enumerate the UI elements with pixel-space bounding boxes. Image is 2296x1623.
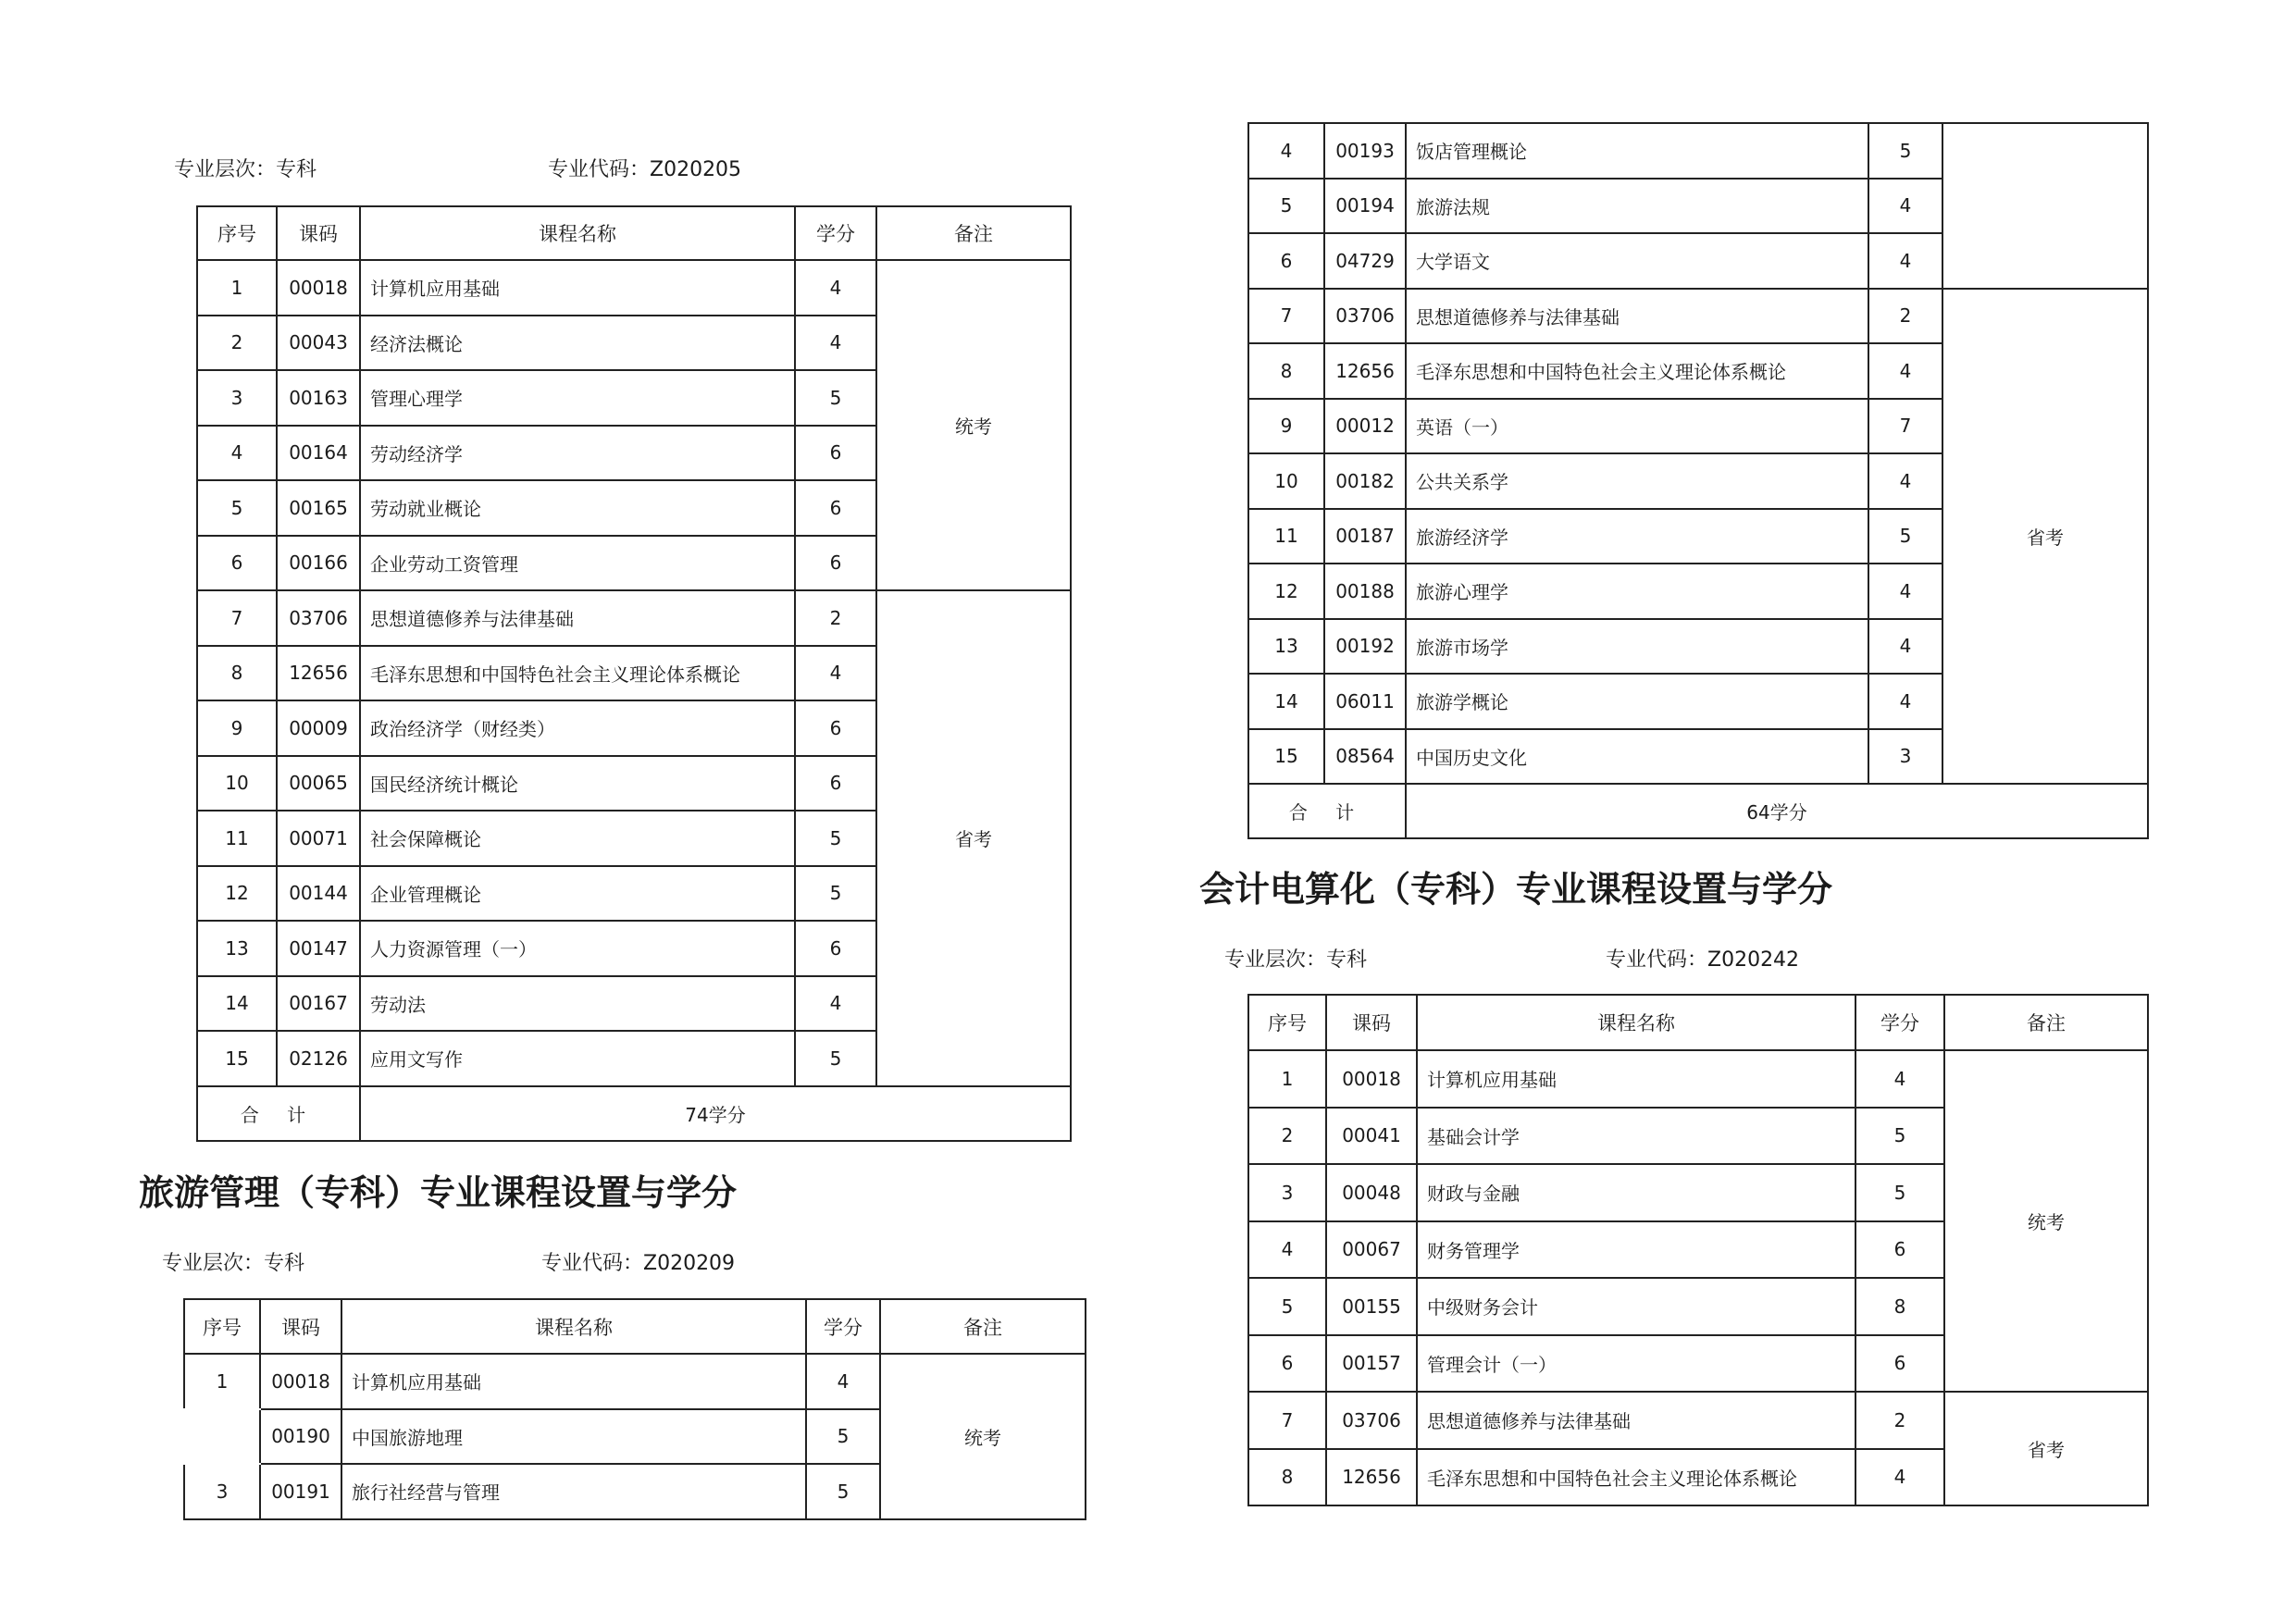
header-credit: 学分 — [806, 1299, 880, 1354]
row-code: 03706 — [277, 590, 360, 646]
header-name: 课程名称 — [360, 206, 795, 260]
row-course-name: 旅游学概论 — [1406, 674, 1868, 729]
row-no: 14 — [197, 976, 277, 1032]
header-name: 课程名称 — [341, 1299, 806, 1354]
row-course-name: 旅行社经营与管理 — [341, 1464, 806, 1519]
row-course-name: 旅游经济学 — [1406, 509, 1868, 564]
remark-provincial: 省考 — [1942, 289, 2148, 785]
header-code: 课码 — [277, 206, 360, 260]
row-code: 00163 — [277, 370, 360, 426]
row-code: 12656 — [1326, 1449, 1417, 1506]
row-credit: 6 — [795, 426, 876, 481]
row-code: 00065 — [277, 756, 360, 812]
header-credit: 学分 — [1855, 995, 1944, 1050]
row-credit: 6 — [795, 756, 876, 812]
row-credit: 2 — [795, 590, 876, 646]
row-code: 00155 — [1326, 1278, 1417, 1335]
row-credit: 2 — [1855, 1392, 1944, 1449]
table-row — [1248, 1392, 2148, 1449]
row-code: 00192 — [1324, 619, 1406, 675]
header-no: 序号 — [184, 1299, 260, 1354]
row-code: 00041 — [1326, 1108, 1417, 1165]
row-credit: 6 — [795, 480, 876, 536]
row-no: 1 — [197, 260, 277, 316]
row-course-name: 基础会计学 — [1417, 1108, 1855, 1165]
header-credit: 学分 — [795, 206, 876, 260]
table-row — [184, 1354, 1086, 1409]
row-no: 9 — [1248, 399, 1324, 454]
row-code: 00012 — [1324, 399, 1406, 454]
row-course-name: 思想道德修养与法律基础 — [1406, 289, 1868, 344]
table-row — [197, 260, 1071, 316]
table-row — [197, 590, 1071, 646]
header-no: 序号 — [1248, 995, 1326, 1050]
row-credit: 4 — [1868, 179, 1942, 234]
row-no: 7 — [197, 590, 277, 646]
row-no: 5 — [1248, 179, 1324, 234]
row-no: 4 — [197, 426, 277, 481]
row-code: 00165 — [277, 480, 360, 536]
header-remark: 备注 — [1944, 995, 2148, 1050]
remark-provincial: 省考 — [876, 590, 1071, 1086]
row-course-name: 财务管理学 — [1417, 1221, 1855, 1279]
row-no: 13 — [1248, 619, 1324, 675]
row-no: 11 — [197, 811, 277, 866]
tourism-course-table — [183, 1298, 1086, 1520]
row-course-name: 毛泽东思想和中国特色社会主义理论体系概论 — [1417, 1449, 1855, 1506]
row-no: 7 — [1248, 289, 1324, 344]
row-credit: 5 — [795, 811, 876, 866]
row-credit: 5 — [795, 1031, 876, 1086]
row-course-name: 人力资源管理（一） — [360, 921, 795, 976]
row-code: 12656 — [277, 646, 360, 701]
row-credit: 6 — [795, 921, 876, 976]
row-code: 02126 — [277, 1031, 360, 1086]
total-value: 64学分 — [1406, 784, 2148, 838]
header-remark: 备注 — [876, 206, 1071, 260]
row-code: 00188 — [1324, 564, 1406, 619]
row-code: 06011 — [1324, 674, 1406, 729]
row-credit: 6 — [795, 700, 876, 756]
row-no: 2 — [1248, 1108, 1326, 1165]
row-credit: 2 — [1868, 289, 1942, 344]
row-no: 3 — [197, 370, 277, 426]
row-course-name: 旅游心理学 — [1406, 564, 1868, 619]
row-credit: 4 — [1868, 564, 1942, 619]
row-course-name: 企业管理概论 — [360, 866, 795, 922]
header-code: 课码 — [1326, 995, 1417, 1050]
total-row — [1248, 784, 2148, 838]
row-no: 8 — [197, 646, 277, 701]
row-no: 6 — [197, 536, 277, 591]
row-course-name: 中级财务会计 — [1417, 1278, 1855, 1335]
row-code: 04729 — [1324, 233, 1406, 289]
row-course-name: 应用文写作 — [360, 1031, 795, 1086]
accounting-title: 会计电算化（专科）专业课程设置与学分 — [1199, 868, 1833, 910]
row-credit: 4 — [795, 646, 876, 701]
row-course-name: 企业劳动工资管理 — [360, 536, 795, 591]
row-credit: 8 — [1855, 1278, 1944, 1335]
row-course-name: 国民经济统计概论 — [360, 756, 795, 812]
header-no: 序号 — [197, 206, 277, 260]
row-code: 00157 — [1326, 1335, 1417, 1393]
row-no: 8 — [1248, 1449, 1326, 1506]
table-header-row — [197, 206, 1071, 260]
row-course-name: 毛泽东思想和中国特色社会主义理论体系概论 — [1406, 343, 1868, 399]
row-no: 6 — [1248, 1335, 1326, 1393]
row-course-name: 劳动就业概论 — [360, 480, 795, 536]
row-no: 4 — [1248, 123, 1324, 179]
total-label: 合 计 — [1248, 784, 1406, 838]
row-credit: 4 — [1868, 233, 1942, 289]
row-no: 14 — [1248, 674, 1324, 729]
row-code: 00166 — [277, 536, 360, 591]
row-course-name: 饭店管理概论 — [1406, 123, 1868, 179]
row-course-name: 英语（一） — [1406, 399, 1868, 454]
row-code: 00190 — [260, 1409, 341, 1465]
total-label: 合 计 — [197, 1086, 360, 1141]
row-no: 3 — [1248, 1164, 1326, 1221]
row-no: 5 — [1248, 1278, 1326, 1335]
row-no: 10 — [1248, 453, 1324, 509]
table-row — [1248, 1050, 2148, 1108]
row-course-name: 毛泽东思想和中国特色社会主义理论体系概论 — [360, 646, 795, 701]
row-credit: 5 — [795, 370, 876, 426]
table-row — [1248, 289, 2148, 344]
row-credit: 5 — [1868, 509, 1942, 564]
row-credit: 6 — [1855, 1335, 1944, 1393]
row-no: 3 — [184, 1464, 260, 1519]
row-credit: 5 — [806, 1464, 880, 1519]
row-no: 11 — [1248, 509, 1324, 564]
row-course-name: 中国旅游地理 — [341, 1409, 806, 1465]
row-credit: 4 — [795, 316, 876, 371]
row-code: 03706 — [1326, 1392, 1417, 1449]
row-course-name: 公共关系学 — [1406, 453, 1868, 509]
row-course-name: 管理会计（一） — [1417, 1335, 1855, 1393]
row-credit: 7 — [1868, 399, 1942, 454]
row-code: 00018 — [260, 1354, 341, 1409]
row-no: 7 — [1248, 1392, 1326, 1449]
tourism-level-label: 专业层次：专科 — [162, 1252, 305, 1275]
row-course-name: 思想道德修养与法律基础 — [1417, 1392, 1855, 1449]
row-credit: 3 — [1868, 729, 1942, 785]
row-course-name: 经济法概论 — [360, 316, 795, 371]
row-course-name: 管理心理学 — [360, 370, 795, 426]
row-course-name: 劳动经济学 — [360, 426, 795, 481]
row-code: 00164 — [277, 426, 360, 481]
row-credit: 4 — [1868, 674, 1942, 729]
row-code: 00144 — [277, 866, 360, 922]
row-credit: 4 — [1868, 619, 1942, 675]
row-code: 12656 — [1324, 343, 1406, 399]
row-no: 8 — [1248, 343, 1324, 399]
hr-code-label: 专业代码：Z020205 — [548, 158, 742, 181]
remark-provincial: 省考 — [1944, 1392, 2148, 1505]
row-code: 00167 — [277, 976, 360, 1032]
table-row — [1248, 123, 2148, 179]
row-code: 00147 — [277, 921, 360, 976]
remark-unified-continued — [1942, 123, 2148, 289]
row-course-name: 政治经济学（财经类） — [360, 700, 795, 756]
row-code: 00048 — [1326, 1164, 1417, 1221]
row-credit: 6 — [795, 536, 876, 591]
row-course-name: 旅游市场学 — [1406, 619, 1868, 675]
row-no: 15 — [197, 1031, 277, 1086]
accounting-level-label: 专业层次：专科 — [1224, 948, 1368, 972]
accounting-course-table — [1247, 994, 2149, 1506]
remark-unified: 统考 — [1944, 1050, 2148, 1392]
row-no: 6 — [1248, 233, 1324, 289]
row-no — [184, 1409, 260, 1465]
row-credit: 4 — [795, 260, 876, 316]
row-no: 15 — [1248, 729, 1324, 785]
row-code: 08564 — [1324, 729, 1406, 785]
row-course-name: 劳动法 — [360, 976, 795, 1032]
row-course-name: 旅游法规 — [1406, 179, 1868, 234]
row-course-name: 计算机应用基础 — [360, 260, 795, 316]
row-course-name: 思想道德修养与法律基础 — [360, 590, 795, 646]
row-code: 00071 — [277, 811, 360, 866]
row-code: 00194 — [1324, 179, 1406, 234]
header-name: 课程名称 — [1417, 995, 1855, 1050]
accounting-code-label: 专业代码：Z020242 — [1606, 948, 1800, 972]
row-no: 12 — [1248, 564, 1324, 619]
row-credit: 4 — [795, 976, 876, 1032]
row-credit: 4 — [1868, 343, 1942, 399]
row-course-name: 计算机应用基础 — [1417, 1050, 1855, 1108]
row-code: 00067 — [1326, 1221, 1417, 1279]
remark-unified: 统考 — [876, 260, 1071, 590]
row-code: 03706 — [1324, 289, 1406, 344]
row-credit: 4 — [1868, 453, 1942, 509]
total-row — [197, 1086, 1071, 1141]
row-credit: 5 — [1855, 1108, 1944, 1165]
row-course-name: 社会保障概论 — [360, 811, 795, 866]
row-no: 10 — [197, 756, 277, 812]
row-credit: 5 — [806, 1409, 880, 1465]
row-code: 00182 — [1324, 453, 1406, 509]
row-credit: 5 — [1855, 1164, 1944, 1221]
row-code: 00009 — [277, 700, 360, 756]
hr-level-label: 专业层次：专科 — [174, 158, 317, 181]
tourism-code-label: 专业代码：Z020209 — [541, 1252, 736, 1275]
row-no: 5 — [197, 480, 277, 536]
row-code: 00018 — [1326, 1050, 1417, 1108]
hr-course-table — [196, 205, 1072, 1142]
row-no: 13 — [197, 921, 277, 976]
row-no: 2 — [197, 316, 277, 371]
row-course-name: 计算机应用基础 — [341, 1354, 806, 1409]
row-credit: 5 — [795, 866, 876, 922]
row-no: 1 — [184, 1354, 260, 1409]
header-remark: 备注 — [880, 1299, 1086, 1354]
row-credit: 4 — [806, 1354, 880, 1409]
row-no: 4 — [1248, 1221, 1326, 1279]
row-code: 00018 — [277, 260, 360, 316]
row-code: 00191 — [260, 1464, 341, 1519]
row-credit: 4 — [1855, 1449, 1944, 1506]
row-course-name: 财政与金融 — [1417, 1164, 1855, 1221]
table-header-row — [1248, 995, 2148, 1050]
row-no: 9 — [197, 700, 277, 756]
row-course-name: 大学语文 — [1406, 233, 1868, 289]
row-course-name: 中国历史文化 — [1406, 729, 1868, 785]
row-no: 1 — [1248, 1050, 1326, 1108]
table-header-row — [184, 1299, 1086, 1354]
header-code: 课码 — [260, 1299, 341, 1354]
tourism-course-table-continued — [1247, 122, 2149, 839]
row-credit: 6 — [1855, 1221, 1944, 1279]
row-credit: 4 — [1855, 1050, 1944, 1108]
row-code: 00193 — [1324, 123, 1406, 179]
row-no: 12 — [197, 866, 277, 922]
total-value: 74学分 — [360, 1086, 1071, 1141]
row-code: 00187 — [1324, 509, 1406, 564]
remark-unified: 统考 — [880, 1354, 1086, 1519]
tourism-title: 旅游管理（专科）专业课程设置与学分 — [139, 1171, 738, 1213]
row-credit: 5 — [1868, 123, 1942, 179]
row-code: 00043 — [277, 316, 360, 371]
